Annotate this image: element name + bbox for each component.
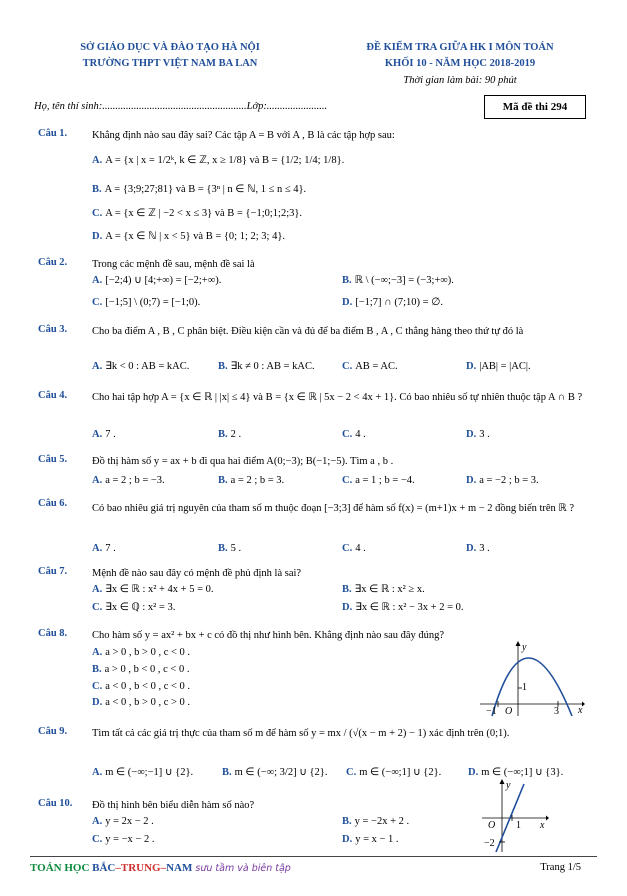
page-number: Trang 1/5: [540, 862, 581, 873]
question-6: [38, 498, 597, 558]
option-a: A. m ∈ (−∞;−1] ∪ {2}.: [92, 767, 194, 778]
question-2: [38, 257, 597, 317]
option-c: C. AB = AC.: [342, 361, 398, 372]
question-5: [38, 454, 597, 490]
option-d: D. 3 .: [466, 429, 490, 440]
parabola-curve: [492, 658, 572, 716]
option-c: C. 4 .: [342, 429, 366, 440]
option-c: C. ∃x ∈ ℚ : x² = 3.: [92, 602, 176, 613]
x-label: x: [578, 705, 583, 716]
option-a: A. [−2;4) ∪ [4;+∞) = [−2;+∞).: [92, 275, 222, 286]
option-a: A. 7 .: [92, 543, 116, 554]
option-d: D. A = {x ∈ ℕ | x < 5} và B = {0; 1; 2; 3; 4}.: [92, 231, 286, 242]
option-d: D. a < 0 , b > 0 , c > 0 .: [92, 697, 191, 708]
question-text: Mệnh đề nào sau đây có mệnh đề phủ định là sai?: [92, 568, 302, 579]
option-a: A. A = {x | x = 1/2ᵏ, k ∈ ℤ, x ≥ 1/8} và B = {1/2; 1/4; 1/8}.: [92, 155, 345, 166]
option-b: B. ℝ \ (−∞;−3] = (−3;+∞).: [342, 275, 454, 286]
exam-title: ĐỀ KIỂM TRA GIỮA HK I MÔN TOÁN: [366, 42, 554, 53]
exam-code-box: Mã đề thi 294: [484, 95, 586, 119]
option-b: B. ∃k ≠ 0 : AB = kAC.: [218, 361, 315, 372]
tick-label-1: 1: [522, 682, 527, 693]
option-a: A. y = 2x − 2 .: [92, 816, 154, 827]
question-number: Câu 6.: [38, 498, 68, 509]
question-number: Câu 7.: [38, 566, 68, 577]
parabola-graph: [478, 640, 586, 718]
option-c: C. a < 0 , b < 0 , c < 0 .: [92, 681, 191, 692]
question-text: Cho ba điểm A , B , C phân biệt. Điều kiện cần và đủ để ba điểm B , A , C thẳng hàng theo thứ tự đó là: [92, 326, 524, 337]
question-number: Câu 8.: [38, 628, 68, 639]
tick-label-minus1: −1: [486, 706, 497, 717]
option-c: C. [−1;5] \ (0;7) = [−1;0).: [92, 297, 201, 308]
option-d: D. 3 .: [466, 543, 490, 554]
option-d: D. ∃x ∈ ℝ : x² − 3x + 2 = 0.: [342, 602, 464, 613]
origin-label: O: [488, 820, 496, 831]
option-a: A. a = 2 ; b = −3.: [92, 475, 165, 486]
option-c: C. 4 .: [342, 543, 366, 554]
question-text: Đồ thị hàm số y = ax + b đi qua hai điểm A(0;−3); B(−1;−5). Tìm a , b .: [92, 456, 394, 467]
option-d: D. [−1;7] ∩ (7;10) = ∅.: [342, 297, 443, 308]
option-b: B. a > 0 , b < 0 , c < 0 .: [92, 664, 190, 675]
question-number: Câu 5.: [38, 454, 68, 465]
question-number: Câu 9.: [38, 726, 68, 737]
line-graph: [478, 778, 550, 854]
option-c: C. A = {x ∈ ℤ | −2 < x ≤ 3} và B = {−1;0;1;2;3}.: [92, 208, 303, 219]
option-a: A. ∃x ∈ ℝ : x² + 4x + 5 = 0.: [92, 584, 214, 595]
question-text: Đồ thị hình bên biểu diễn hàm số nào?: [92, 800, 255, 811]
option-d: D. m ∈ (−∞;1] ∪ {3}.: [468, 767, 564, 778]
question-text: Trong các mệnh đề sau, mệnh đề sai là: [92, 259, 255, 270]
tick-label-minus2: −2: [484, 838, 495, 849]
question-text: Cho hàm số y = ax² + bx + c có đồ thị như hình bên. Khẳng định nào sau đây đúng?: [92, 630, 445, 641]
origin-label: O: [505, 706, 513, 717]
question-number: Câu 3.: [38, 324, 68, 335]
question-7: [38, 566, 597, 618]
exam-grade-year: KHỐI 10 - NĂM HỌC 2018-2019: [384, 58, 536, 69]
option-d: D. y = x − 1 .: [342, 834, 399, 845]
option-b: B. 2 .: [218, 429, 242, 440]
option-a: A. 7 .: [92, 429, 116, 440]
option-b: B. ∃x ∈ ℝ : x² ≥ x.: [342, 584, 425, 595]
option-b: B. 5 .: [218, 543, 242, 554]
school-department: SỞ GIÁO DỤC VÀ ĐÀO TẠO HÀ NỘI: [80, 42, 260, 53]
tick-label-3: 3: [554, 706, 559, 717]
option-c: C. a = 1 ; b = −4.: [342, 475, 415, 486]
option-a: A. a > 0 , b > 0 , c < 0 .: [92, 647, 191, 658]
option-b: B. a = 2 ; b = 3.: [218, 475, 285, 486]
y-axis-arrow: [516, 641, 521, 646]
x-axis-arrow: [546, 816, 549, 821]
option-d: D. |AB| = |AC|.: [466, 361, 531, 372]
tick-label-1: 1: [516, 820, 521, 831]
question-number: Câu 1.: [38, 128, 68, 139]
footer-brand: TOÁN HỌC BẮC–TRUNG–NAM sưu tầm và biên tập: [30, 862, 291, 874]
y-label: y: [506, 780, 511, 791]
question-4: [38, 390, 597, 446]
option-d: D. a = −2 ; b = 3.: [466, 475, 539, 486]
option-b: B. y = −2x + 2 .: [342, 816, 410, 827]
footer-divider: [30, 856, 597, 857]
question-text: Tìm tất cả các giá trị thực của tham số m để hàm số y = mx / (√(x − m + 2) − 1) xác định trên (0;1).: [92, 728, 510, 739]
question-text: Khẳng định nào sau đây sai? Các tập A = B với A , B là các tập hợp sau:: [92, 130, 395, 141]
question-number: Câu 4.: [38, 390, 68, 401]
student-info-line: Họ, tên thí sinh:.......................................................Lớp:.......................: [34, 101, 328, 112]
exam-time: Thời gian làm bài: 90 phút: [403, 75, 517, 86]
option-b: B. m ∈ (−∞; 3/2] ∪ {2}.: [222, 767, 328, 778]
question-number: Câu 10.: [38, 798, 73, 809]
option-a: A. ∃k < 0 : AB = kAC.: [92, 361, 190, 372]
y-axis-arrow: [500, 779, 505, 784]
y-label: y: [522, 642, 527, 653]
question-1: [38, 128, 597, 248]
option-c: C. m ∈ (−∞;1] ∪ {2}.: [346, 767, 442, 778]
question-text: Có bao nhiêu giá trị nguyên của tham số m thuộc đoạn [−3;3] để hàm số f(x) = (m+1)x + m − 2 đồng biến trên ℝ ?: [92, 503, 575, 514]
question-3: [38, 324, 597, 380]
option-b: B. A = {3;9;27;81} và B = {3ⁿ | n ∈ ℕ, 1 ≤ n ≤ 4}.: [92, 184, 307, 195]
question-number: Câu 2.: [38, 257, 68, 268]
school-name: TRƯỜNG THPT VIỆT NAM BA LAN: [82, 58, 258, 69]
question-9: [38, 726, 597, 786]
option-c: C. y = −x − 2 .: [92, 834, 155, 845]
question-text: Cho hai tập hợp A = {x ∈ ℝ | |x| ≤ 4} và B = {x ∈ ℝ | 5x − 2 < 4x + 1}. Có bao nhiêu số tự nhiên thuộc tập A ∩ B ?: [92, 392, 583, 403]
x-label: x: [540, 820, 545, 831]
